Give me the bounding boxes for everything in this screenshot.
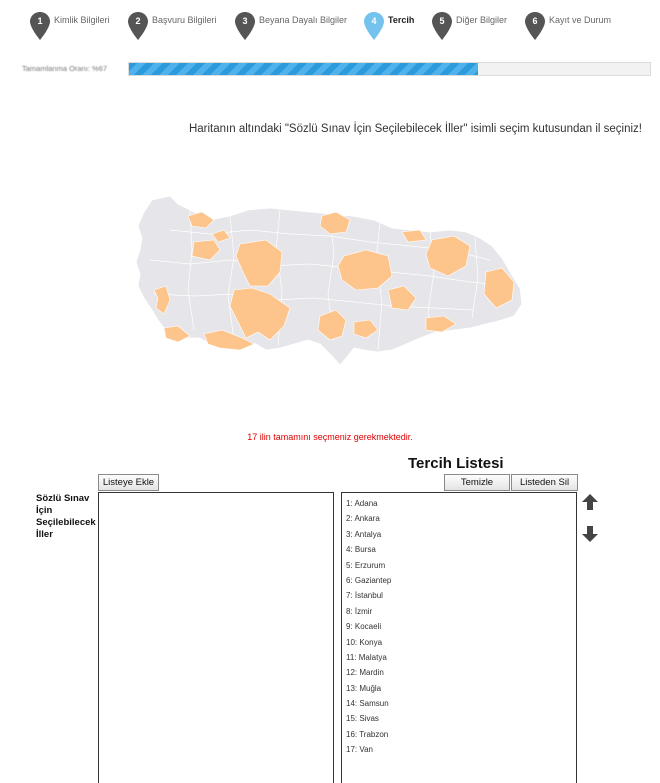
- arrow-down-icon[interactable]: [580, 524, 600, 544]
- selection-warning: 17 ilin tamamını seçmeniz gerekmektedir.: [247, 432, 413, 442]
- map-pin-icon: [432, 12, 452, 40]
- preference-list-item[interactable]: 16: Trabzon: [346, 729, 389, 739]
- preference-list-item[interactable]: 9: Kocaeli: [346, 622, 382, 632]
- progress-bar: [128, 62, 651, 76]
- preference-list-item[interactable]: 11: Malatya: [346, 652, 387, 662]
- add-to-list-button[interactable]: Listeye Ekle: [98, 474, 159, 491]
- tercih-list-title: Tercih Listesi: [408, 455, 504, 472]
- step-label: Diğer Bilgiler: [456, 15, 508, 25]
- preference-listbox[interactable]: [341, 492, 577, 783]
- map-pin-icon: [235, 12, 255, 40]
- instruction-text: Haritanın altındaki "Sözlü Sınav İçin Seçilebilecek İller" isimli seçim kutusundan il seçiniz!: [188, 123, 642, 135]
- available-cities-label: Sözlü Sınav İçin Seçilebilecek İller: [36, 493, 96, 540]
- progress-fill: [129, 63, 478, 75]
- preference-list-item[interactable]: 2: Ankara: [346, 514, 380, 524]
- preference-list-item[interactable]: 17: Van: [346, 745, 373, 755]
- preference-list-item[interactable]: 15: Sivas: [346, 714, 379, 724]
- map-pin-icon: [30, 12, 50, 40]
- step-label: Kimlik Bilgileri: [54, 15, 110, 25]
- preference-list-item[interactable]: 14: Samsun: [346, 699, 389, 709]
- clear-button[interactable]: Temizle: [444, 474, 510, 491]
- preference-list-item[interactable]: 7: İstanbul: [346, 591, 383, 601]
- step-number: 6: [532, 16, 538, 26]
- arrow-up-icon[interactable]: [580, 492, 600, 512]
- step-label: Beyana Dayalı Bilgiler: [259, 15, 348, 25]
- preference-list-item[interactable]: 13: Muğla: [346, 683, 382, 693]
- preference-list-item[interactable]: 5: Erzurum: [346, 560, 386, 570]
- step-label: Kayıt ve Durum: [549, 15, 612, 25]
- step-number: 3: [242, 16, 248, 26]
- step-label: Tercih: [388, 15, 415, 25]
- preference-list-item[interactable]: 10: Konya: [346, 637, 383, 647]
- map-pin-icon: [128, 12, 148, 40]
- map-pin-icon: [364, 12, 384, 40]
- turkey-map[interactable]: [130, 190, 530, 370]
- remove-from-list-button[interactable]: Listeden Sil: [511, 474, 578, 491]
- step-number: 4: [371, 16, 377, 26]
- step-label: Başvuru Bilgileri: [152, 15, 217, 25]
- preference-list-item[interactable]: 12: Mardin: [346, 668, 384, 678]
- map-pin-icon: [525, 12, 545, 40]
- step-number: 1: [37, 16, 43, 26]
- preference-list-item[interactable]: 1: Adana: [346, 499, 378, 508]
- progress-label: Tamamlanma Oranı: %67: [22, 64, 108, 73]
- preference-list-item[interactable]: 8: İzmir: [346, 606, 373, 616]
- preference-list-item[interactable]: 3: Antalya: [346, 529, 382, 539]
- preference-list-item[interactable]: 4: Bursa: [346, 545, 376, 555]
- progress-stepper: [0, 0, 660, 50]
- preference-list-item[interactable]: 6: Gaziantep: [346, 575, 392, 585]
- step-number: 5: [439, 16, 445, 26]
- step-number: 2: [135, 16, 141, 26]
- available-cities-listbox[interactable]: [98, 492, 334, 783]
